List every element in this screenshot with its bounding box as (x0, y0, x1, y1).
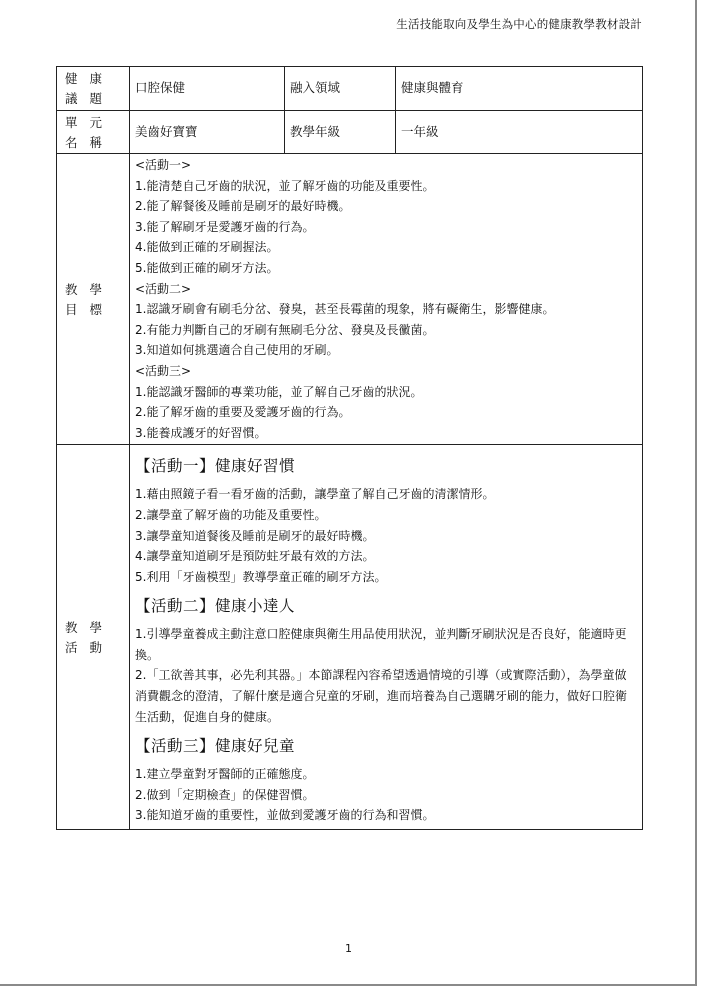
page-header: 生活技能取向及學生為中心的健康教學教材設計 (396, 17, 642, 31)
activities-cell (130, 445, 643, 830)
objective-line: 1.能清楚自己牙齒的狀況，並了解牙齒的功能及重要性。 (135, 178, 435, 193)
objective-line: 3.知道如何挑選適合自己使用的牙刷。 (135, 343, 339, 358)
objective-line: 2.有能力判斷自己的牙刷有無刷毛分岔、發臭及長黴菌。 (135, 322, 435, 337)
label-health-topic: 健 康 議 題 (57, 67, 130, 111)
activity-item: 5.利用「牙齒模型」教導學童正確的刷牙方法。 (135, 569, 387, 584)
objectives-cell (130, 154, 643, 445)
activity-item: 4.讓學童知道刷牙是預防蛀牙最有效的方法。 (135, 549, 375, 564)
value-integrated-field: 健康與體育 (396, 67, 643, 111)
activity-item: 2.讓學童了解牙齒的功能及重要性。 (135, 507, 327, 522)
objective-line: 3.能養成護牙的好習慣。 (135, 425, 267, 440)
table-row-topic (57, 67, 643, 111)
objective-line: 5.能做到正確的刷牙方法。 (135, 260, 279, 275)
activity-item: 2.「工欲善其事，必先利其器。」本節課程內容希望透過情境的引導（或實際活動），為學童做消費觀念的澄清，了解什麼是適合兒童的牙刷，進而培養為自己選購牙刷的能力，做好口腔衛生活動，促進自身的健康。 (135, 668, 628, 724)
activity-heading: 【活動二】健康小達人 (135, 597, 296, 616)
activity-item: 2.做到「定期檢查」的保健習慣。 (135, 787, 315, 802)
lesson-plan-table (56, 66, 643, 830)
label-activities: 教 學 活 動 (57, 445, 130, 830)
activity-item: 3.能知道牙齒的重要性，並做到愛護牙齒的行為和習慣。 (135, 808, 435, 823)
activity-heading: 【活動一】健康好習慣 (135, 457, 296, 476)
activity-item: 1.建立學童對牙醫師的正確態度。 (135, 767, 315, 782)
activity-item: 1.引導學童養成主動注意口腔健康與衛生用品使用狀況，並判斷牙刷狀況是否良好，能適時更換。 (135, 627, 627, 662)
table-row-activities (57, 445, 643, 830)
page-number: 1 (345, 942, 352, 955)
value-unit-name: 美齒好寶寶 (130, 111, 285, 154)
label-unit-name: 單 元 名 稱 (57, 111, 130, 154)
label-integrated-field: 融入領域 (285, 67, 396, 111)
objective-line: 1.認識牙刷會有刷毛分岔、發臭，甚至長霉菌的現象，將有礙衛生，影響健康。 (135, 302, 555, 317)
table-row-unit (57, 111, 643, 154)
objective-line: 3.能了解刷牙是愛護牙齒的行為。 (135, 219, 315, 234)
value-health-topic: 口腔保健 (130, 67, 285, 111)
objective-line: <活動一> (135, 158, 192, 172)
objective-line: <活動三> (135, 363, 192, 378)
objective-line: 2.能了解餐後及睡前是刷牙的最好時機。 (135, 199, 351, 214)
table-row-objectives (57, 154, 643, 445)
objective-line: 2.能了解牙齒的重要及愛護牙齒的行為。 (135, 405, 351, 420)
activity-item: 1.藉由照鏡子看一看牙齒的活動，讓學童了解自己牙齒的清潔情形。 (135, 487, 495, 502)
label-grade: 教學年級 (285, 111, 396, 154)
activity-heading: 【活動三】健康好兒童 (135, 737, 296, 756)
value-grade: 一年級 (396, 111, 643, 154)
objective-line: <活動二> (135, 281, 192, 296)
objective-line: 1.能認識牙醫師的專業功能，並了解自己牙齒的狀況。 (135, 384, 423, 399)
activity-item: 3.讓學童知道餐後及睡前是刷牙的最好時機。 (135, 528, 375, 543)
label-objectives: 教 學 目 標 (57, 154, 130, 445)
objective-line: 4.能做到正確的牙刷握法。 (135, 240, 279, 255)
